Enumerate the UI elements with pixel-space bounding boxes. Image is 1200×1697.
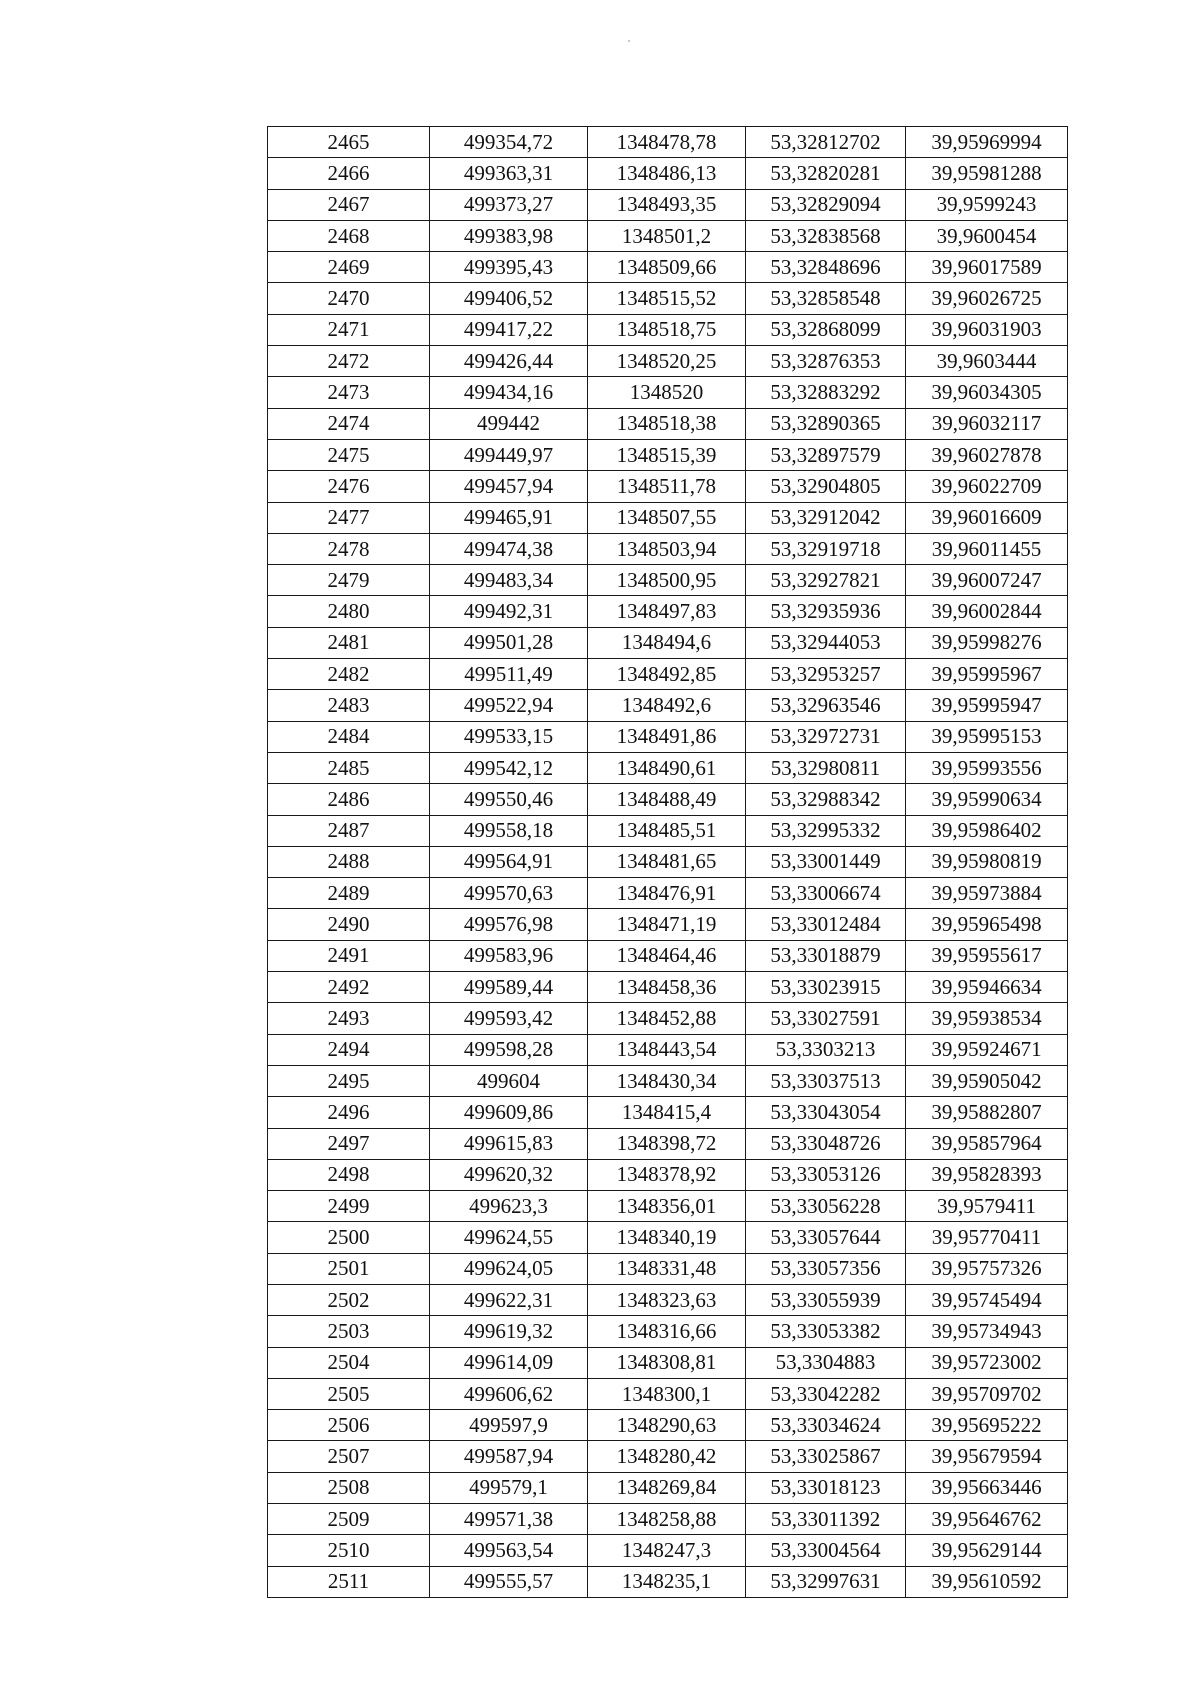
latitude-cell: 53,33034624 — [746, 1410, 906, 1441]
latitude-cell: 53,33018123 — [746, 1472, 906, 1503]
latitude-cell: 53,33053382 — [746, 1316, 906, 1347]
longitude-cell: 39,95965498 — [906, 909, 1068, 940]
latitude-cell: 53,32812702 — [746, 127, 906, 158]
x-coordinate-cell: 499555,57 — [430, 1566, 588, 1597]
latitude-cell: 53,33001449 — [746, 846, 906, 877]
longitude-cell: 39,95973884 — [906, 878, 1068, 909]
x-coordinate-cell: 499593,42 — [430, 1003, 588, 1034]
table-row — [268, 502, 1068, 533]
x-coordinate-cell: 499606,62 — [430, 1378, 588, 1409]
x-coordinate-cell: 499571,38 — [430, 1504, 588, 1535]
point-number-cell: 2469 — [268, 252, 430, 283]
table-row — [268, 127, 1068, 158]
table-row — [268, 1253, 1068, 1284]
y-coordinate-cell: 1348235,1 — [588, 1566, 746, 1597]
x-coordinate-cell: 499558,18 — [430, 815, 588, 846]
table-row — [268, 1316, 1068, 1347]
y-coordinate-cell: 1348323,63 — [588, 1284, 746, 1315]
y-coordinate-cell: 1348481,65 — [588, 846, 746, 877]
table-row — [268, 1128, 1068, 1159]
table-row — [268, 815, 1068, 846]
longitude-cell: 39,95924671 — [906, 1034, 1068, 1065]
point-number-cell: 2465 — [268, 127, 430, 158]
coordinates-table — [267, 126, 1068, 1598]
longitude-cell: 39,95995947 — [906, 690, 1068, 721]
longitude-cell: 39,96022709 — [906, 471, 1068, 502]
y-coordinate-cell: 1348316,66 — [588, 1316, 746, 1347]
point-number-cell: 2503 — [268, 1316, 430, 1347]
point-number-cell: 2511 — [268, 1566, 430, 1597]
x-coordinate-cell: 499442 — [430, 408, 588, 439]
point-number-cell: 2500 — [268, 1222, 430, 1253]
point-number-cell: 2501 — [268, 1253, 430, 1284]
latitude-cell: 53,32848696 — [746, 252, 906, 283]
x-coordinate-cell: 499623,3 — [430, 1191, 588, 1222]
point-number-cell: 2494 — [268, 1034, 430, 1065]
x-coordinate-cell: 499570,63 — [430, 878, 588, 909]
table-row — [268, 1347, 1068, 1378]
x-coordinate-cell: 499579,1 — [430, 1472, 588, 1503]
y-coordinate-cell: 1348491,86 — [588, 721, 746, 752]
table-row — [268, 721, 1068, 752]
point-number-cell: 2485 — [268, 752, 430, 783]
x-coordinate-cell: 499620,32 — [430, 1159, 588, 1190]
longitude-cell: 39,96016609 — [906, 502, 1068, 533]
table-row — [268, 283, 1068, 314]
x-coordinate-cell: 499583,96 — [430, 940, 588, 971]
longitude-cell: 39,95723002 — [906, 1347, 1068, 1378]
y-coordinate-cell: 1348501,2 — [588, 220, 746, 251]
longitude-cell: 39,9600454 — [906, 220, 1068, 251]
y-coordinate-cell: 1348308,81 — [588, 1347, 746, 1378]
y-coordinate-cell: 1348518,38 — [588, 408, 746, 439]
point-number-cell: 2508 — [268, 1472, 430, 1503]
x-coordinate-cell: 499474,38 — [430, 533, 588, 564]
table-row — [268, 220, 1068, 251]
latitude-cell: 53,32912042 — [746, 502, 906, 533]
y-coordinate-cell: 1348493,35 — [588, 189, 746, 220]
x-coordinate-cell: 499449,97 — [430, 439, 588, 470]
point-number-cell: 2466 — [268, 158, 430, 189]
x-coordinate-cell: 499615,83 — [430, 1128, 588, 1159]
longitude-cell: 39,95993556 — [906, 752, 1068, 783]
latitude-cell: 53,32829094 — [746, 189, 906, 220]
latitude-cell: 53,33042282 — [746, 1378, 906, 1409]
y-coordinate-cell: 1348492,6 — [588, 690, 746, 721]
longitude-cell: 39,95938534 — [906, 1003, 1068, 1034]
x-coordinate-cell: 499383,98 — [430, 220, 588, 251]
point-number-cell: 2486 — [268, 784, 430, 815]
point-number-cell: 2480 — [268, 596, 430, 627]
table-row — [268, 533, 1068, 564]
table-row — [268, 346, 1068, 377]
y-coordinate-cell: 1348492,85 — [588, 659, 746, 690]
longitude-cell: 39,95646762 — [906, 1504, 1068, 1535]
y-coordinate-cell: 1348464,46 — [588, 940, 746, 971]
longitude-cell: 39,95610592 — [906, 1566, 1068, 1597]
latitude-cell: 53,32953257 — [746, 659, 906, 690]
latitude-cell: 53,33012484 — [746, 909, 906, 940]
latitude-cell: 53,33004564 — [746, 1535, 906, 1566]
y-coordinate-cell: 1348269,84 — [588, 1472, 746, 1503]
y-coordinate-cell: 1348509,66 — [588, 252, 746, 283]
latitude-cell: 53,32995332 — [746, 815, 906, 846]
y-coordinate-cell: 1348471,19 — [588, 909, 746, 940]
longitude-cell: 39,96026725 — [906, 283, 1068, 314]
x-coordinate-cell: 499465,91 — [430, 502, 588, 533]
latitude-cell: 53,32980811 — [746, 752, 906, 783]
latitude-cell: 53,32988342 — [746, 784, 906, 815]
table-row — [268, 565, 1068, 596]
table-row — [268, 627, 1068, 658]
y-coordinate-cell: 1348497,83 — [588, 596, 746, 627]
point-number-cell: 2507 — [268, 1441, 430, 1472]
y-coordinate-cell: 1348398,72 — [588, 1128, 746, 1159]
point-number-cell: 2470 — [268, 283, 430, 314]
y-coordinate-cell: 1348290,63 — [588, 1410, 746, 1441]
point-number-cell: 2498 — [268, 1159, 430, 1190]
table-row — [268, 408, 1068, 439]
x-coordinate-cell: 499589,44 — [430, 972, 588, 1003]
latitude-cell: 53,33018879 — [746, 940, 906, 971]
longitude-cell: 39,95969994 — [906, 127, 1068, 158]
table-row — [268, 940, 1068, 971]
latitude-cell: 53,32820281 — [746, 158, 906, 189]
latitude-cell: 53,33057644 — [746, 1222, 906, 1253]
latitude-cell: 53,32963546 — [746, 690, 906, 721]
y-coordinate-cell: 1348430,34 — [588, 1065, 746, 1096]
x-coordinate-cell: 499598,28 — [430, 1034, 588, 1065]
longitude-cell: 39,95986402 — [906, 815, 1068, 846]
y-coordinate-cell: 1348490,61 — [588, 752, 746, 783]
latitude-cell: 53,32858548 — [746, 283, 906, 314]
x-coordinate-cell: 499550,46 — [430, 784, 588, 815]
longitude-cell: 39,95995967 — [906, 659, 1068, 690]
table-row — [268, 878, 1068, 909]
longitude-cell: 39,95981288 — [906, 158, 1068, 189]
table-row — [268, 252, 1068, 283]
longitude-cell: 39,95998276 — [906, 627, 1068, 658]
longitude-cell: 39,95679594 — [906, 1441, 1068, 1472]
x-coordinate-cell: 499533,15 — [430, 721, 588, 752]
latitude-cell: 53,33048726 — [746, 1128, 906, 1159]
table-row — [268, 1535, 1068, 1566]
table-row — [268, 752, 1068, 783]
point-number-cell: 2468 — [268, 220, 430, 251]
x-coordinate-cell: 499511,49 — [430, 659, 588, 690]
y-coordinate-cell: 1348494,6 — [588, 627, 746, 658]
point-number-cell: 2492 — [268, 972, 430, 1003]
point-number-cell: 2473 — [268, 377, 430, 408]
longitude-cell: 39,95770411 — [906, 1222, 1068, 1253]
longitude-cell: 39,9603444 — [906, 346, 1068, 377]
y-coordinate-cell: 1348300,1 — [588, 1378, 746, 1409]
point-number-cell: 2504 — [268, 1347, 430, 1378]
point-number-cell: 2496 — [268, 1097, 430, 1128]
y-coordinate-cell: 1348515,52 — [588, 283, 746, 314]
y-coordinate-cell: 1348331,48 — [588, 1253, 746, 1284]
longitude-cell: 39,95905042 — [906, 1065, 1068, 1096]
longitude-cell: 39,95882807 — [906, 1097, 1068, 1128]
longitude-cell: 39,96017589 — [906, 252, 1068, 283]
table-row — [268, 1472, 1068, 1503]
y-coordinate-cell: 1348500,95 — [588, 565, 746, 596]
table-row — [268, 1222, 1068, 1253]
longitude-cell: 39,95857964 — [906, 1128, 1068, 1159]
y-coordinate-cell: 1348478,78 — [588, 127, 746, 158]
longitude-cell: 39,95629144 — [906, 1535, 1068, 1566]
y-coordinate-cell: 1348503,94 — [588, 533, 746, 564]
latitude-cell: 53,32935936 — [746, 596, 906, 627]
latitude-cell: 53,33037513 — [746, 1065, 906, 1096]
scan-speck — [628, 40, 630, 42]
latitude-cell: 53,32890365 — [746, 408, 906, 439]
point-number-cell: 2471 — [268, 314, 430, 345]
x-coordinate-cell: 499395,43 — [430, 252, 588, 283]
y-coordinate-cell: 1348488,49 — [588, 784, 746, 815]
point-number-cell: 2479 — [268, 565, 430, 596]
point-number-cell: 2495 — [268, 1065, 430, 1096]
point-number-cell: 2483 — [268, 690, 430, 721]
y-coordinate-cell: 1348458,36 — [588, 972, 746, 1003]
point-number-cell: 2478 — [268, 533, 430, 564]
longitude-cell: 39,96011455 — [906, 533, 1068, 564]
table-row — [268, 1034, 1068, 1065]
x-coordinate-cell: 499563,54 — [430, 1535, 588, 1566]
latitude-cell: 53,32897579 — [746, 439, 906, 470]
table-row — [268, 784, 1068, 815]
table-row — [268, 1097, 1068, 1128]
point-number-cell: 2481 — [268, 627, 430, 658]
y-coordinate-cell: 1348340,19 — [588, 1222, 746, 1253]
latitude-cell: 53,33057356 — [746, 1253, 906, 1284]
latitude-cell: 53,33023915 — [746, 972, 906, 1003]
y-coordinate-cell: 1348486,13 — [588, 158, 746, 189]
longitude-cell: 39,95980819 — [906, 846, 1068, 877]
y-coordinate-cell: 1348520 — [588, 377, 746, 408]
x-coordinate-cell: 499434,16 — [430, 377, 588, 408]
table-row — [268, 596, 1068, 627]
point-number-cell: 2502 — [268, 1284, 430, 1315]
x-coordinate-cell: 499363,31 — [430, 158, 588, 189]
y-coordinate-cell: 1348415,4 — [588, 1097, 746, 1128]
table-row — [268, 189, 1068, 220]
longitude-cell: 39,95663446 — [906, 1472, 1068, 1503]
latitude-cell: 53,33027591 — [746, 1003, 906, 1034]
longitude-cell: 39,96027878 — [906, 439, 1068, 470]
longitude-cell: 39,95995153 — [906, 721, 1068, 752]
x-coordinate-cell: 499576,98 — [430, 909, 588, 940]
point-number-cell: 2476 — [268, 471, 430, 502]
table-row — [268, 659, 1068, 690]
point-number-cell: 2472 — [268, 346, 430, 377]
x-coordinate-cell: 499354,72 — [430, 127, 588, 158]
longitude-cell: 39,96034305 — [906, 377, 1068, 408]
latitude-cell: 53,33043054 — [746, 1097, 906, 1128]
longitude-cell: 39,95709702 — [906, 1378, 1068, 1409]
point-number-cell: 2467 — [268, 189, 430, 220]
table-row — [268, 1003, 1068, 1034]
latitude-cell: 53,33053126 — [746, 1159, 906, 1190]
x-coordinate-cell: 499614,09 — [430, 1347, 588, 1378]
longitude-cell: 39,95990634 — [906, 784, 1068, 815]
table-row — [268, 439, 1068, 470]
x-coordinate-cell: 499624,55 — [430, 1222, 588, 1253]
table-row — [268, 1284, 1068, 1315]
y-coordinate-cell: 1348258,88 — [588, 1504, 746, 1535]
x-coordinate-cell: 499483,34 — [430, 565, 588, 596]
latitude-cell: 53,33006674 — [746, 878, 906, 909]
y-coordinate-cell: 1348515,39 — [588, 439, 746, 470]
x-coordinate-cell: 499417,22 — [430, 314, 588, 345]
longitude-cell: 39,96007247 — [906, 565, 1068, 596]
longitude-cell: 39,96032117 — [906, 408, 1068, 439]
point-number-cell: 2506 — [268, 1410, 430, 1441]
y-coordinate-cell: 1348356,01 — [588, 1191, 746, 1222]
point-number-cell: 2499 — [268, 1191, 430, 1222]
y-coordinate-cell: 1348452,88 — [588, 1003, 746, 1034]
x-coordinate-cell: 499373,27 — [430, 189, 588, 220]
point-number-cell: 2482 — [268, 659, 430, 690]
point-number-cell: 2493 — [268, 1003, 430, 1034]
latitude-cell: 53,3304883 — [746, 1347, 906, 1378]
table-row — [268, 972, 1068, 1003]
point-number-cell: 2488 — [268, 846, 430, 877]
y-coordinate-cell: 1348518,75 — [588, 314, 746, 345]
point-number-cell: 2477 — [268, 502, 430, 533]
point-number-cell: 2474 — [268, 408, 430, 439]
x-coordinate-cell: 499522,94 — [430, 690, 588, 721]
latitude-cell: 53,3303213 — [746, 1034, 906, 1065]
longitude-cell: 39,9599243 — [906, 189, 1068, 220]
y-coordinate-cell: 1348485,51 — [588, 815, 746, 846]
table-row — [268, 690, 1068, 721]
latitude-cell: 53,33056228 — [746, 1191, 906, 1222]
latitude-cell: 53,32838568 — [746, 220, 906, 251]
latitude-cell: 53,32972731 — [746, 721, 906, 752]
longitude-cell: 39,9579411 — [906, 1191, 1068, 1222]
longitude-cell: 39,95828393 — [906, 1159, 1068, 1190]
table-row — [268, 846, 1068, 877]
point-number-cell: 2484 — [268, 721, 430, 752]
latitude-cell: 53,32883292 — [746, 377, 906, 408]
y-coordinate-cell: 1348511,78 — [588, 471, 746, 502]
table-row — [268, 1378, 1068, 1409]
x-coordinate-cell: 499564,91 — [430, 846, 588, 877]
x-coordinate-cell: 499457,94 — [430, 471, 588, 502]
y-coordinate-cell: 1348520,25 — [588, 346, 746, 377]
latitude-cell: 53,32919718 — [746, 533, 906, 564]
latitude-cell: 53,32876353 — [746, 346, 906, 377]
y-coordinate-cell: 1348247,3 — [588, 1535, 746, 1566]
longitude-cell: 39,95734943 — [906, 1316, 1068, 1347]
y-coordinate-cell: 1348378,92 — [588, 1159, 746, 1190]
latitude-cell: 53,33025867 — [746, 1441, 906, 1472]
latitude-cell: 53,32904805 — [746, 471, 906, 502]
latitude-cell: 53,32944053 — [746, 627, 906, 658]
x-coordinate-cell: 499622,31 — [430, 1284, 588, 1315]
point-number-cell: 2490 — [268, 909, 430, 940]
latitude-cell: 53,32868099 — [746, 314, 906, 345]
latitude-cell: 53,32927821 — [746, 565, 906, 596]
point-number-cell: 2497 — [268, 1128, 430, 1159]
point-number-cell: 2487 — [268, 815, 430, 846]
table-row — [268, 1410, 1068, 1441]
table-row — [268, 1504, 1068, 1535]
point-number-cell: 2475 — [268, 439, 430, 470]
x-coordinate-cell: 499619,32 — [430, 1316, 588, 1347]
x-coordinate-cell: 499492,31 — [430, 596, 588, 627]
coordinates-table-body — [268, 127, 1068, 1598]
point-number-cell: 2510 — [268, 1535, 430, 1566]
x-coordinate-cell: 499604 — [430, 1065, 588, 1096]
x-coordinate-cell: 499426,44 — [430, 346, 588, 377]
longitude-cell: 39,96031903 — [906, 314, 1068, 345]
table-row — [268, 158, 1068, 189]
y-coordinate-cell: 1348280,42 — [588, 1441, 746, 1472]
latitude-cell: 53,33055939 — [746, 1284, 906, 1315]
table-row — [268, 1191, 1068, 1222]
table-row — [268, 1566, 1068, 1597]
latitude-cell: 53,32997631 — [746, 1566, 906, 1597]
point-number-cell: 2509 — [268, 1504, 430, 1535]
longitude-cell: 39,95695222 — [906, 1410, 1068, 1441]
x-coordinate-cell: 499501,28 — [430, 627, 588, 658]
longitude-cell: 39,95955617 — [906, 940, 1068, 971]
x-coordinate-cell: 499406,52 — [430, 283, 588, 314]
y-coordinate-cell: 1348476,91 — [588, 878, 746, 909]
table-row — [268, 377, 1068, 408]
table-row — [268, 909, 1068, 940]
longitude-cell: 39,95946634 — [906, 972, 1068, 1003]
longitude-cell: 39,96002844 — [906, 596, 1068, 627]
table-row — [268, 1065, 1068, 1096]
longitude-cell: 39,95745494 — [906, 1284, 1068, 1315]
table-row — [268, 1159, 1068, 1190]
x-coordinate-cell: 499542,12 — [430, 752, 588, 783]
table-row — [268, 471, 1068, 502]
x-coordinate-cell: 499597,9 — [430, 1410, 588, 1441]
point-number-cell: 2505 — [268, 1378, 430, 1409]
latitude-cell: 53,33011392 — [746, 1504, 906, 1535]
longitude-cell: 39,95757326 — [906, 1253, 1068, 1284]
y-coordinate-cell: 1348443,54 — [588, 1034, 746, 1065]
y-coordinate-cell: 1348507,55 — [588, 502, 746, 533]
table-row — [268, 1441, 1068, 1472]
point-number-cell: 2491 — [268, 940, 430, 971]
point-number-cell: 2489 — [268, 878, 430, 909]
x-coordinate-cell: 499587,94 — [430, 1441, 588, 1472]
x-coordinate-cell: 499609,86 — [430, 1097, 588, 1128]
table-row — [268, 314, 1068, 345]
x-coordinate-cell: 499624,05 — [430, 1253, 588, 1284]
